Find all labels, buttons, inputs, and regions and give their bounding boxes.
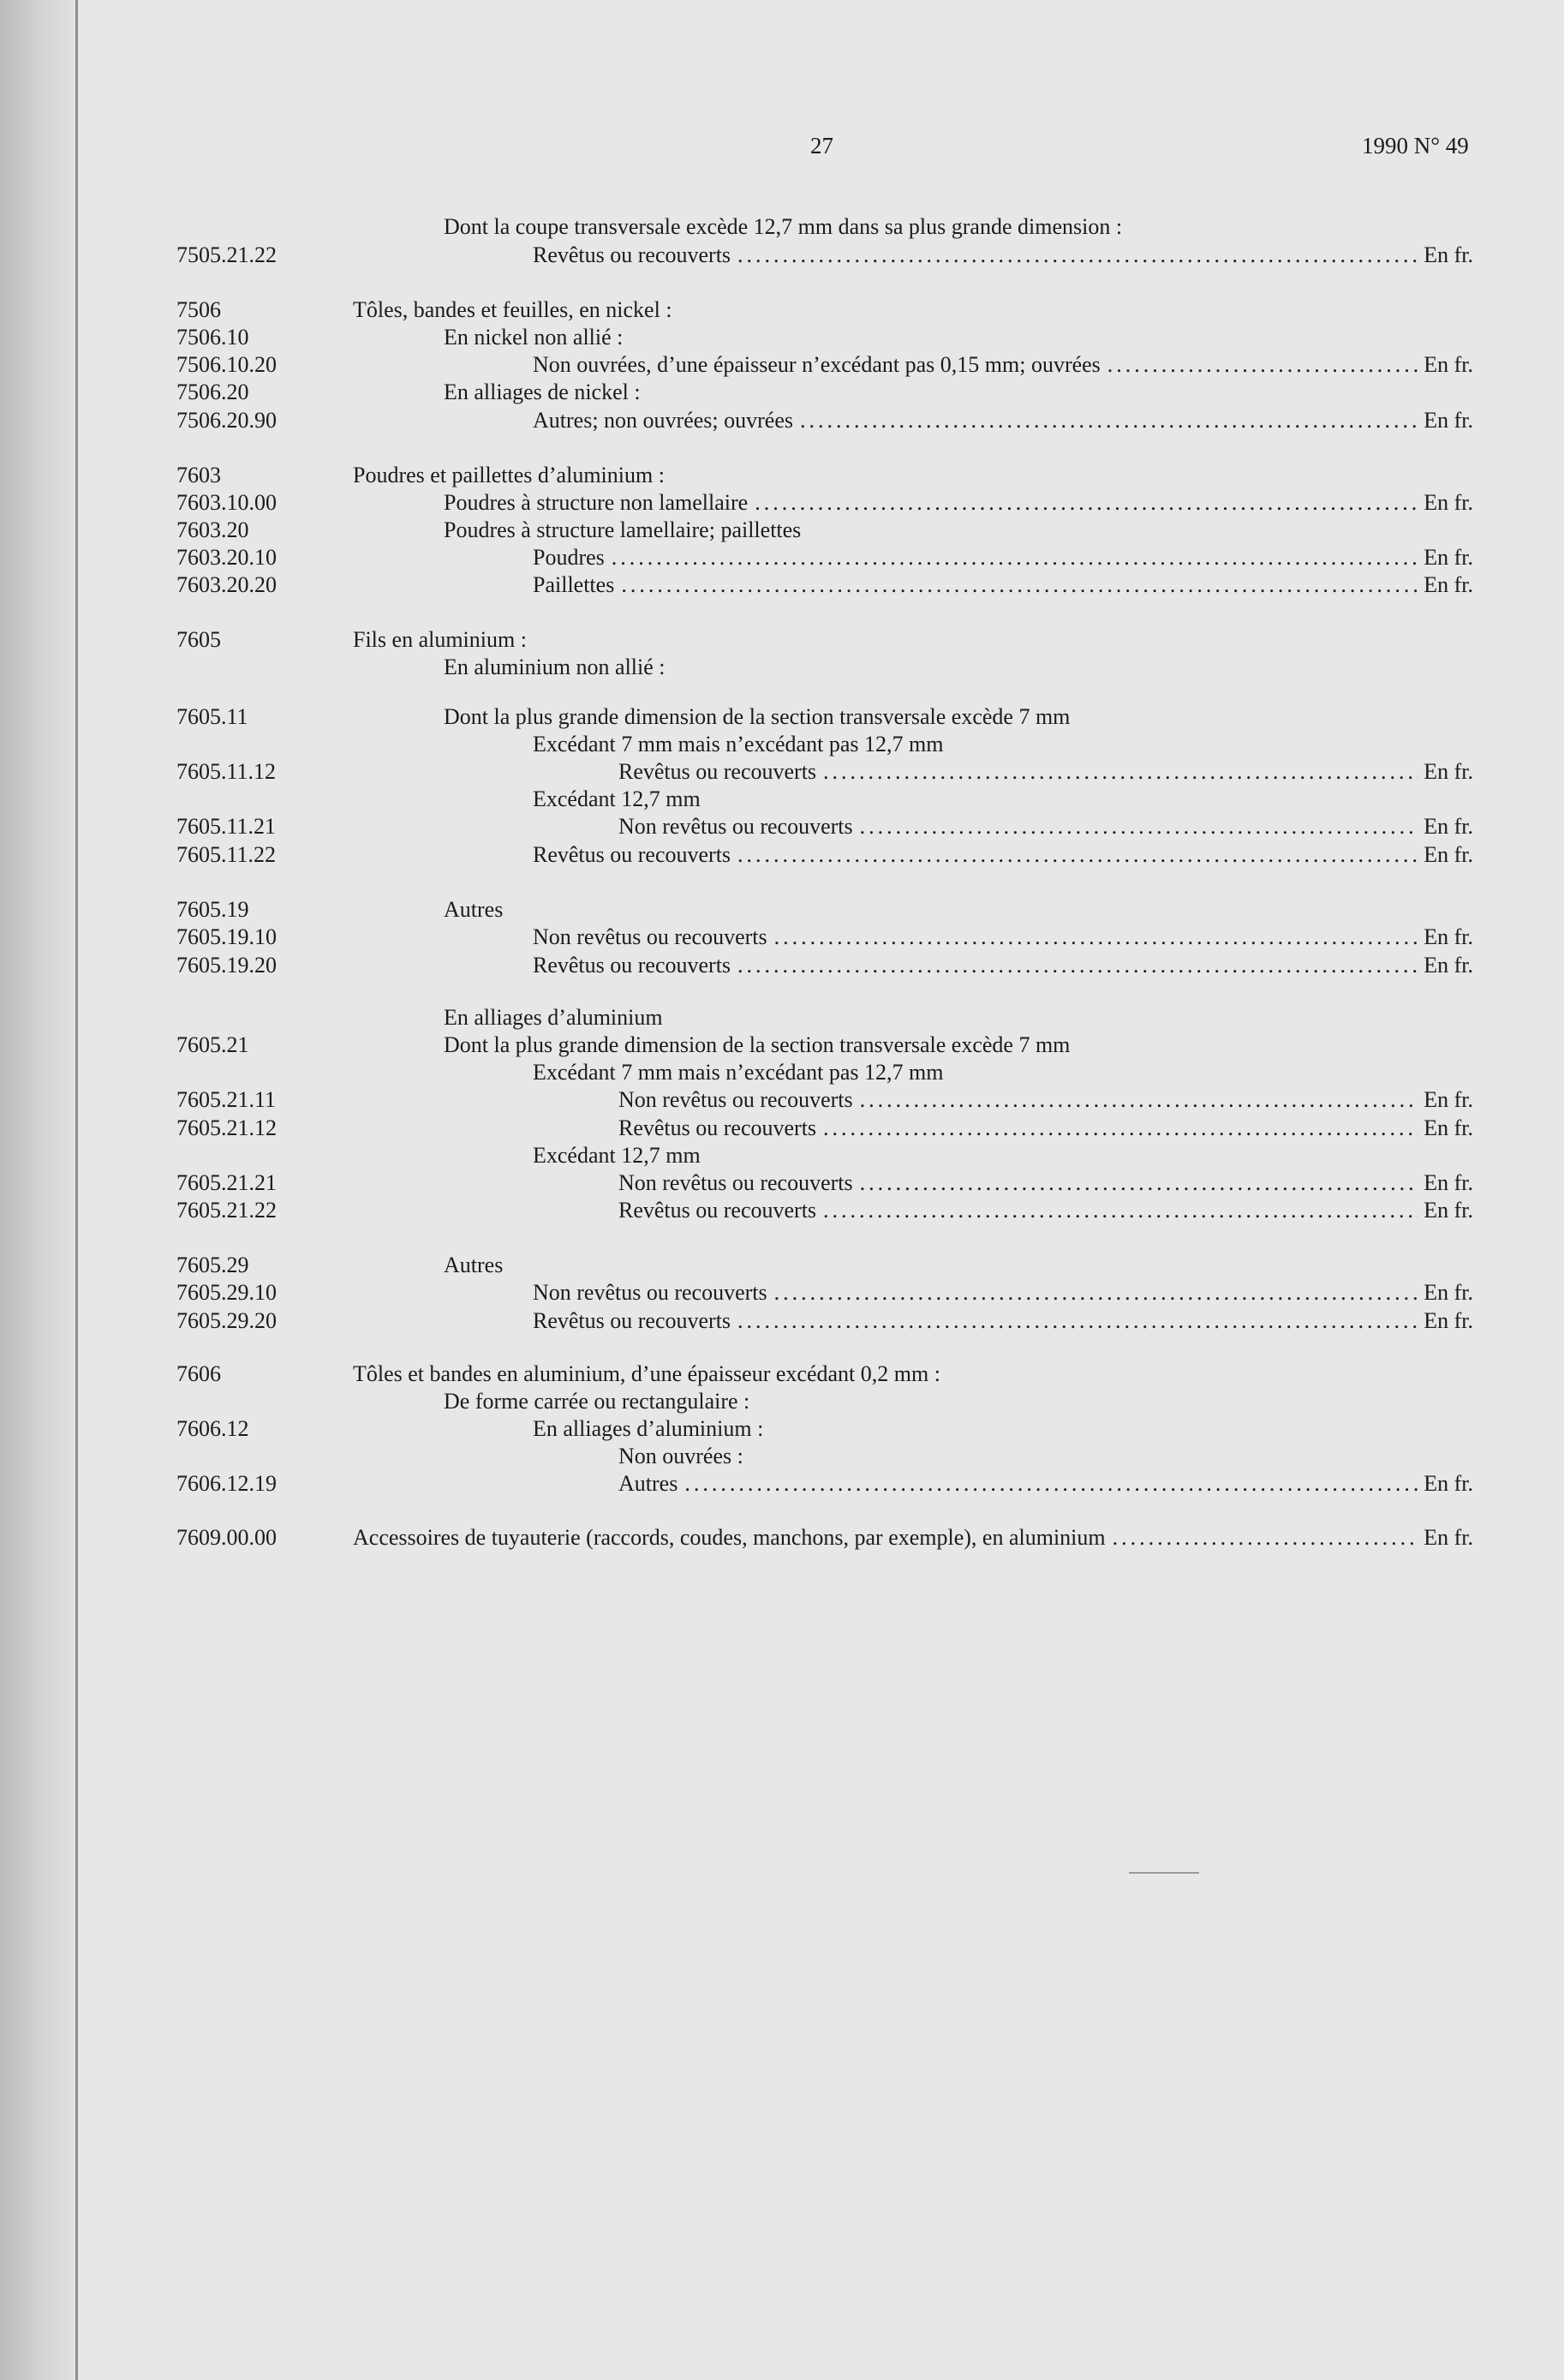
- description-text: Revêtus ou recouverts: [533, 953, 731, 978]
- tariff-description: [353, 461, 665, 490]
- duty-rate: En fr.: [1424, 1198, 1473, 1223]
- tariff-row: [0, 1442, 1564, 1471]
- dot-leader: [774, 1278, 1419, 1307]
- description-text: Non revêtus ou recouverts: [618, 1170, 853, 1195]
- description-text: En aluminium non allié :: [444, 655, 666, 679]
- description-text: Non revêtus ou recouverts: [533, 924, 767, 949]
- description-text: Dont la plus grande dimension de la section transversale excède 7 mm: [444, 1032, 1071, 1057]
- description-text: Accessoires de tuyauterie (raccords, coudes, manchons, par exemple), en aluminium: [353, 1525, 1106, 1550]
- tariff-row: [0, 1141, 1564, 1170]
- description-text: Non revêtus ou recouverts: [533, 1280, 767, 1305]
- dot-leader: [860, 1085, 1419, 1115]
- duty-rate: En fr.: [1424, 1308, 1473, 1333]
- tariff-code: 7606: [176, 1361, 221, 1386]
- tariff-description: [444, 1003, 663, 1032]
- tariff-row: [0, 840, 1564, 870]
- tariff-code: 7605.11.21: [176, 814, 277, 839]
- tariff-description: [444, 378, 641, 407]
- duty-rate: En fr.: [1424, 408, 1473, 433]
- dot-leader: [860, 1169, 1419, 1198]
- tariff-description: [618, 757, 1473, 786]
- description-text: Non revêtus ou recouverts: [618, 814, 853, 839]
- description-text: Excédant 7 mm mais n’excédant pas 12,7 mm: [533, 1060, 944, 1085]
- tariff-row: [0, 703, 1564, 732]
- tariff-description: [533, 1141, 701, 1170]
- description-text: Revêtus ou recouverts: [618, 1115, 817, 1140]
- duty-rate: En fr.: [1424, 924, 1473, 949]
- tariff-description: [353, 625, 527, 655]
- dot-leader: [737, 241, 1418, 270]
- tariff-row: [0, 1523, 1564, 1552]
- tariff-code: 7605.21.11: [176, 1087, 277, 1112]
- tariff-code: 7603.20.20: [176, 572, 277, 597]
- tariff-description: [444, 488, 1473, 517]
- tariff-description: [533, 571, 1473, 600]
- tariff-code: 7606.12: [176, 1416, 249, 1441]
- tariff-row: [0, 895, 1564, 924]
- tariff-code: 7505.21.22: [176, 242, 277, 267]
- tariff-description: [533, 543, 1473, 572]
- dot-leader: [823, 757, 1418, 786]
- duty-rate: En fr.: [1424, 242, 1473, 267]
- duty-rate: En fr.: [1424, 953, 1473, 978]
- tariff-description: [533, 350, 1473, 380]
- description-text: Poudres: [533, 545, 605, 570]
- dot-leader: [621, 571, 1418, 600]
- tariff-row: [0, 516, 1564, 545]
- duty-rate: En fr.: [1424, 1525, 1473, 1550]
- issue-number: 1990 N° 49: [1362, 133, 1469, 158]
- duty-rate: En fr.: [1424, 1280, 1473, 1305]
- description-text: Autres: [444, 1253, 504, 1277]
- description-text: Tôles et bandes en aluminium, d’une épaisseur excédant 0,2 mm :: [353, 1361, 940, 1386]
- duty-rate: En fr.: [1424, 352, 1473, 377]
- tariff-description: [444, 1031, 1070, 1060]
- tariff-description: [618, 812, 1473, 841]
- tariff-row: [0, 1169, 1564, 1198]
- description-text: Dont la coupe transversale excède 12,7 mm dans sa plus grande dimension :: [444, 214, 1123, 239]
- tariff-description: [353, 1360, 940, 1389]
- duty-rate: En fr.: [1424, 1087, 1473, 1112]
- tariff-code: 7506.20.90: [176, 408, 277, 433]
- tariff-description: [533, 923, 1473, 952]
- dot-leader: [1113, 1523, 1419, 1552]
- description-text: Non ouvrées :: [618, 1444, 743, 1468]
- description-text: Poudres à structure lamellaire; paillettes: [444, 517, 802, 542]
- tariff-row: [0, 378, 1564, 407]
- dot-leader: [755, 488, 1418, 517]
- tariff-description: [618, 1442, 743, 1471]
- tariff-row: [0, 1469, 1564, 1498]
- tariff-row: [0, 406, 1564, 435]
- tariff-row: [0, 1196, 1564, 1225]
- page-number: 27: [810, 133, 833, 158]
- tariff-row: [0, 653, 1564, 682]
- description-text: Revêtus ou recouverts: [618, 759, 817, 784]
- tariff-description: [533, 1278, 1473, 1307]
- tariff-row: [0, 1031, 1564, 1060]
- description-text: Revêtus ou recouverts: [533, 242, 731, 267]
- tariff-description: [533, 241, 1473, 270]
- footer-rule: [1129, 1872, 1199, 1874]
- description-text: Excédant 12,7 mm: [533, 1143, 701, 1168]
- tariff-row: [0, 1251, 1564, 1280]
- tariff-row: [0, 757, 1564, 786]
- duty-rate: En fr.: [1424, 545, 1473, 570]
- tariff-row: [0, 488, 1564, 517]
- tariff-code: 7605: [176, 627, 221, 652]
- tariff-description: [618, 1114, 1473, 1143]
- tariff-description: [533, 785, 701, 814]
- tariff-description: [618, 1469, 1473, 1498]
- tariff-description: [444, 323, 623, 352]
- tariff-code: 7605.21.12: [176, 1115, 277, 1140]
- tariff-description: [444, 703, 1070, 732]
- dot-leader: [737, 1307, 1418, 1336]
- tariff-row: [0, 1003, 1564, 1032]
- description-text: Autres: [444, 897, 504, 922]
- description-text: En alliages d’aluminium :: [533, 1416, 764, 1441]
- tariff-code: 7605.29.20: [176, 1308, 277, 1333]
- tariff-code: 7603.20.10: [176, 545, 277, 570]
- tariff-code: 7605.21: [176, 1032, 249, 1057]
- tariff-row: [0, 785, 1564, 814]
- tariff-description: [533, 951, 1473, 980]
- tariff-description: [618, 1196, 1473, 1225]
- tariff-description: [444, 212, 1122, 242]
- tariff-row: [0, 1278, 1564, 1307]
- description-text: Excédant 12,7 mm: [533, 786, 701, 811]
- dot-leader: [800, 406, 1418, 435]
- description-text: Fils en aluminium :: [353, 627, 527, 652]
- tariff-code: 7605.19.20: [176, 953, 277, 978]
- tariff-code: 7606.12.19: [176, 1471, 277, 1496]
- description-text: Revêtus ou recouverts: [533, 1308, 731, 1333]
- tariff-description: [444, 516, 801, 545]
- tariff-description: [444, 1251, 503, 1280]
- tariff-description: [444, 1387, 749, 1416]
- tariff-code: 7609.00.00: [176, 1525, 277, 1550]
- dot-leader: [684, 1469, 1418, 1498]
- tariff-code: 7603: [176, 463, 221, 487]
- duty-rate: En fr.: [1424, 1471, 1473, 1496]
- tariff-code: 7506.10: [176, 325, 249, 350]
- tariff-code: 7506.10.20: [176, 352, 277, 377]
- tariff-code: 7605.21.21: [176, 1170, 277, 1195]
- tariff-row: [0, 1058, 1564, 1087]
- tariff-row: [0, 1307, 1564, 1336]
- tariff-code: 7605.11.22: [176, 842, 277, 867]
- tariff-description: [618, 1085, 1473, 1115]
- description-text: Revêtus ou recouverts: [533, 842, 731, 867]
- duty-rate: En fr.: [1424, 814, 1473, 839]
- description-text: Dont la plus grande dimension de la section transversale excède 7 mm: [444, 704, 1071, 729]
- tariff-description: [533, 1058, 943, 1087]
- tariff-code: 7605.29: [176, 1253, 249, 1277]
- description-text: Paillettes: [533, 572, 615, 597]
- duty-rate: En fr.: [1424, 842, 1473, 867]
- description-text: En alliages d’aluminium: [444, 1005, 663, 1030]
- tariff-code: 7605.29.10: [176, 1280, 277, 1305]
- tariff-description: [533, 1414, 763, 1444]
- dot-leader: [612, 543, 1418, 572]
- tariff-description: [618, 1169, 1473, 1198]
- tariff-code: 7603.20: [176, 517, 249, 542]
- description-text: Poudres et paillettes d’aluminium :: [353, 463, 665, 487]
- duty-rate: En fr.: [1424, 1115, 1473, 1140]
- description-text: En alliages de nickel :: [444, 380, 641, 404]
- tariff-description: [533, 730, 943, 759]
- dot-leader: [1107, 350, 1418, 380]
- dot-leader: [823, 1196, 1418, 1225]
- dot-leader: [860, 812, 1419, 841]
- tariff-row: [0, 461, 1564, 490]
- tariff-row: [0, 543, 1564, 572]
- tariff-row: [0, 625, 1564, 655]
- dot-leader: [823, 1114, 1418, 1143]
- duty-rate: En fr.: [1424, 572, 1473, 597]
- tariff-row: [0, 951, 1564, 980]
- description-text: De forme carrée ou rectangulaire :: [444, 1389, 750, 1414]
- duty-rate: En fr.: [1424, 1170, 1473, 1195]
- tariff-description: [353, 1523, 1473, 1552]
- description-text: Autres; non ouvrées; ouvrées: [533, 408, 793, 433]
- tariff-code: 7605.19.10: [176, 924, 277, 949]
- tariff-row: [0, 730, 1564, 759]
- tariff-code: 7605.11.12: [176, 759, 277, 784]
- duty-rate: En fr.: [1424, 759, 1473, 784]
- tariff-code: 7506: [176, 297, 221, 322]
- dot-leader: [737, 840, 1418, 870]
- tariff-row: [0, 296, 1564, 325]
- tariff-row: [0, 1085, 1564, 1115]
- tariff-description: [444, 653, 666, 682]
- tariff-row: [0, 1387, 1564, 1416]
- tariff-row: [0, 1360, 1564, 1389]
- duty-rate: En fr.: [1424, 490, 1473, 515]
- dot-leader: [774, 923, 1419, 952]
- tariff-row: [0, 350, 1564, 380]
- description-text: Non revêtus ou recouverts: [618, 1087, 853, 1112]
- description-text: En nickel non allié :: [444, 325, 624, 350]
- tariff-row: [0, 812, 1564, 841]
- tariff-description: [533, 406, 1473, 435]
- tariff-row: [0, 212, 1564, 242]
- dot-leader: [737, 951, 1418, 980]
- description-text: Autres: [618, 1471, 678, 1496]
- tariff-row: [0, 1414, 1564, 1444]
- tariff-row: [0, 241, 1564, 270]
- tariff-code: 7603.10.00: [176, 490, 277, 515]
- tariff-code: 7506.20: [176, 380, 249, 404]
- description-text: Tôles, bandes et feuilles, en nickel :: [353, 297, 672, 322]
- tariff-description: [444, 895, 503, 924]
- tariff-row: [0, 571, 1564, 600]
- description-text: Non ouvrées, d’une épaisseur n’excédant pas 0,15 mm; ouvrées: [533, 352, 1101, 377]
- tariff-code: 7605.19: [176, 897, 249, 922]
- tariff-description: [353, 296, 672, 325]
- description-text: Poudres à structure non lamellaire: [444, 490, 749, 515]
- tariff-row: [0, 323, 1564, 352]
- description-text: Excédant 7 mm mais n’excédant pas 12,7 mm: [533, 732, 944, 756]
- description-text: Revêtus ou recouverts: [618, 1198, 817, 1223]
- tariff-code: 7605.21.22: [176, 1198, 277, 1223]
- tariff-code: 7605.11: [176, 704, 248, 729]
- tariff-row: [0, 923, 1564, 952]
- tariff-description: [533, 840, 1473, 870]
- tariff-description: [533, 1307, 1473, 1336]
- tariff-row: [0, 1114, 1564, 1143]
